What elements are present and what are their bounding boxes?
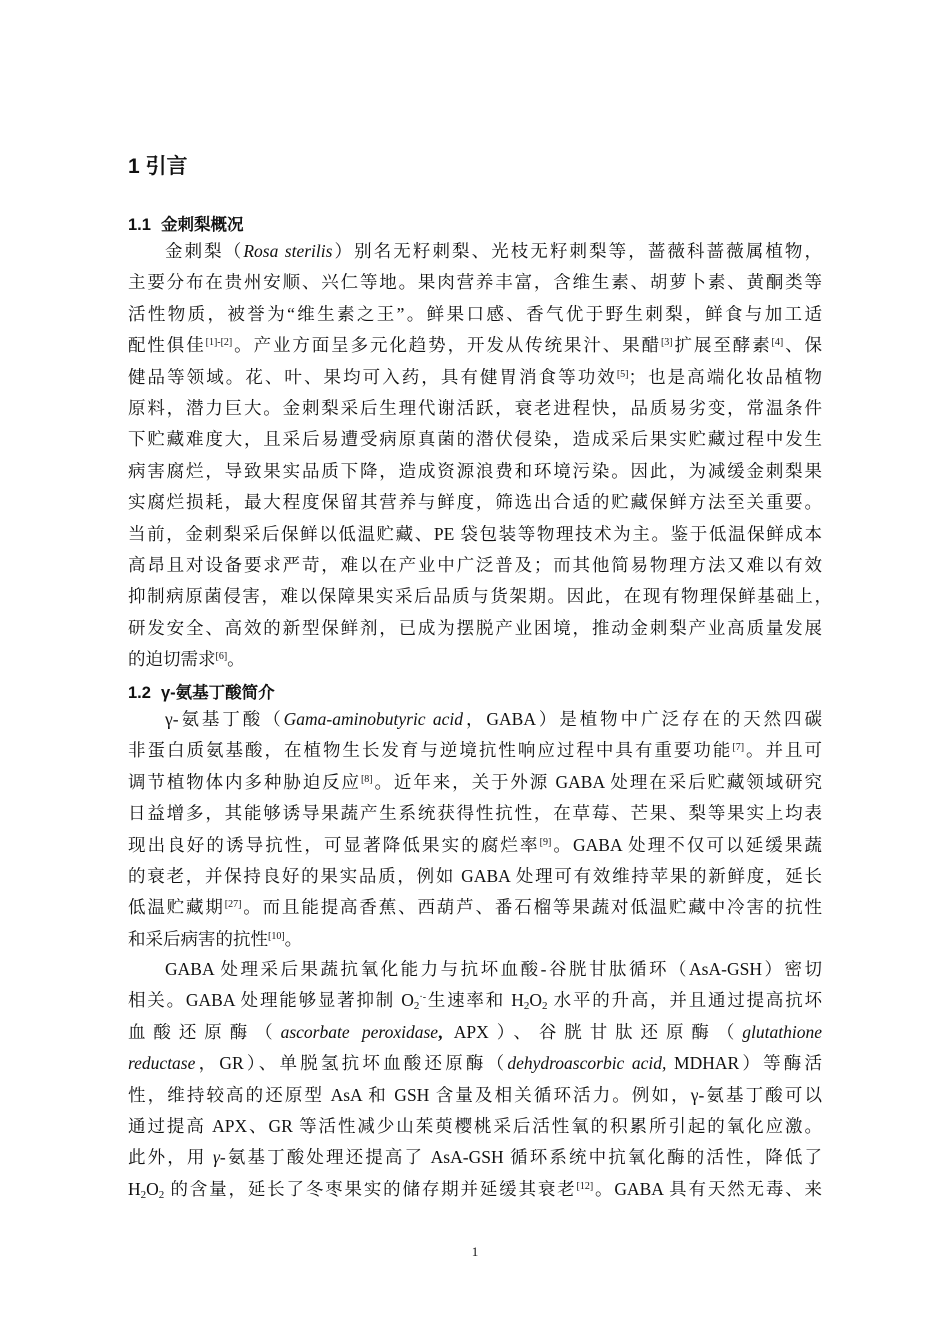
text-line [128,553,822,577]
text-run: 、保 [783,335,823,356]
text-line [128,490,822,514]
text-run: 的含量，延长了冬枣果实的储存期并延缓其衰老 [164,1178,577,1199]
text-run: 。并且可 [744,740,823,761]
text-run: 的衰老，并保持良好的果实品质，例如 GABA 处理可有效维持苹果的新鲜度，延长 [128,866,822,886]
text-line [165,707,822,731]
citation-superscript: [27] [224,899,242,911]
subscript: 2 [140,1188,147,1201]
text-run: 高昂且对设备要求严苛，难以在产业中广泛普及；而其他简易物理方法又难以有效 [128,555,822,575]
text-line [128,770,822,794]
section-heading-1-1 [128,211,243,235]
text-line [128,396,822,420]
text-run: 非蛋白质氨基酸，在植物生长发育与逆境抗性响应过程中具有重要功能 [128,740,733,761]
text-run: 血酸还原酶（ [128,1021,281,1042]
italic-text: γ [213,1147,220,1168]
section-number: 1.2 [128,684,151,702]
text-line [128,1051,822,1075]
citation-superscript: [1]-[2] [205,337,233,349]
text-run: 扩展至酵素 [672,335,772,356]
text-run: 病害腐烂，导致果实品质下降，造成资源浪费和环境污染。因此，为减缓金刺梨果 [128,460,822,481]
text-run: 原料，潜力巨大。金刺梨采后生理代谢活跃，衰老进程快，品质易劣变，常温条件 [128,398,822,418]
text-line [128,427,822,451]
text-run: 水平的升高，并且通过提高抗坏 [547,990,823,1011]
text-run: ；也是高端化妆品植物 [628,366,822,387]
text-line [165,957,822,981]
subscript: 2 [413,1000,420,1013]
citation-superscript: [4] [771,337,784,349]
italic-text: dehydroascorbic acid, [507,1053,667,1074]
text-run: 实腐烂损耗，最大程度保留其营养与鲜度，筛选出合适的贮藏保鲜方法至关重要。 [128,492,822,513]
text-line [128,801,822,825]
citation-superscript: [10] [268,930,285,942]
text-line [128,1145,822,1169]
text-run: ，GR）、单脱氢抗坏血酸还原酶（ [195,1053,508,1074]
text-line [128,270,822,294]
text-run: 生速率和 H [426,990,524,1011]
text-run: 活性物质，被誉为“维生素之王”。鲜果口感、香气优于野生刺梨，鲜食与加工适 [128,303,822,324]
citation-superscript: [6] [215,651,228,663]
text-line [128,1020,822,1044]
section-heading-1-2 [128,679,275,703]
text-run: 和采后病害的抗性 [128,928,268,949]
text-line [128,333,822,357]
text-line [128,616,822,640]
text-run: 。 [227,649,245,670]
chapter-heading: 1 引言 [128,155,188,178]
subscript: 2 [158,1188,165,1201]
text-line [128,738,822,762]
text-run: 。 [284,928,303,949]
text-run: 相关。GABA 处理能够显著抑制 O [128,990,414,1011]
text-run: 配性俱佳 [128,335,206,356]
text-line [128,988,822,1012]
text-line [128,864,822,888]
text-line [128,833,822,857]
text-run: 当前，金刺梨采后保鲜以低温贮藏、PE 袋包装等物理技术为主。鉴于低温保鲜成本 [128,523,822,544]
text-run: 调节植物体内多种胁迫反应 [128,771,361,792]
text-line [128,365,822,389]
section-number: 1.1 [128,216,151,234]
text-line [128,522,822,546]
page-number: 1 [471,1244,479,1259]
text-line [128,895,822,919]
text-run: 主要分布在贵州安顺、兴仁等地。果肉营养丰富，含维生素、胡萝卜素、黄酮类等 [128,272,822,293]
text-run: 通过提高 APX、GR 等活性减少山茱萸樱桃采后活性氧的积累所引起的氧化应激。 [128,1116,822,1136]
text-run: O [529,990,542,1011]
text-run: 现出良好的诱导抗性，可显著降低果实的腐烂率 [128,834,540,855]
citation-superscript: [3] [660,337,673,349]
text-run: O [146,1178,159,1199]
text-run: 。而且能提高香蕉、西葫芦、番石榴等果蔬对低温贮藏中冷害的抗性 [241,897,823,918]
italic-text: reductase [128,1053,196,1074]
text-line [128,1114,822,1138]
text-line [128,927,822,951]
text-line [128,1177,822,1201]
citation-superscript: ·- [419,992,427,1004]
text-run: H [128,1178,141,1199]
text-run: -氨基丁酸处理还提高了 AsA-GSH 循环系统中抗氧化酶的活性，降低了 [219,1147,822,1168]
citation-superscript: [12] [576,1180,594,1192]
text-run: ，GABA）是植物中广泛存在的天然四碳 [463,709,822,729]
text-line [128,584,832,608]
text-run: 。近年来，关于外源 GABA 处理在采后贮藏领域研究 [372,771,823,792]
text-run: GABA 处理采后果蔬抗氧化能力与抗坏血酸-谷胱甘肽循环（AsA-GSH）密切 [165,959,822,979]
italic-text: ascorbate peroxidase [280,1021,439,1042]
text-line [128,459,822,483]
citation-superscript: [5] [616,368,629,380]
text-run: 健品等领域。花、叶、果均可入药，具有健胃消食等功效 [128,366,617,387]
text-run: , [438,1021,443,1042]
text-run: ）别名无籽刺梨、光枝无籽刺梨等，蔷薇科蔷薇属植物， [332,241,823,261]
text-run: 。产业方面呈多元化趋势，开发从传统果汁、果醋 [232,335,661,356]
italic-text: Rosa sterilis [243,241,333,261]
text-run: γ-氨基丁酸（ [165,709,284,729]
text-run: 抑制病原菌侵害，难以保障果实采后品质与货架期。因此，在现有物理保鲜基础上， [128,586,832,607]
text-line [128,1083,822,1107]
italic-text: glutathione [742,1021,823,1042]
citation-superscript: [8] [360,773,373,785]
text-run: 。GABA 处理不仅可以延缓果蔬 [551,834,823,855]
text-run: 低温贮藏期 [128,897,225,918]
subscript: 2 [523,1000,530,1013]
text-run: MDHAR）等酶活 [666,1053,823,1074]
text-run: 下贮藏难度大，且采后易遭受病原真菌的潜伏侵染，造成采后果实贮藏过程中发生 [128,429,822,450]
text-line [128,302,822,326]
section-title: 金刺梨概况 [160,216,244,234]
subscript: 2 [541,1000,548,1013]
text-line [128,647,822,671]
citation-superscript: [7] [732,742,745,754]
text-run: 的迫切需求 [128,649,216,670]
citation-superscript: [9] [539,836,552,848]
text-run: 性，维持较高的还原型 AsA 和 GSH 含量及相关循环活力。例如，γ-氨基丁酸可以 [128,1084,822,1105]
text-run: 研发安全、高效的新型保鲜剂，已成为摆脱产业困境，推动金刺梨产业高质量发展 [128,617,822,638]
text-run: 。GABA 具有天然无毒、来 [593,1178,823,1199]
italic-text: Gama-aminobutyric acid [283,709,464,729]
text-run: 日益增多，其能够诱导果蔬产生系统获得性抗性，在草莓、芒果、梨等果实上均表 [128,803,822,824]
text-line [165,239,822,263]
text-run: 金刺梨（ [165,241,244,261]
text-run: APX）、谷胱甘肽还原酶（ [442,1021,743,1042]
text-run: 此外，用 [128,1147,214,1168]
section-title: γ-氨基丁酸简介 [160,684,275,702]
